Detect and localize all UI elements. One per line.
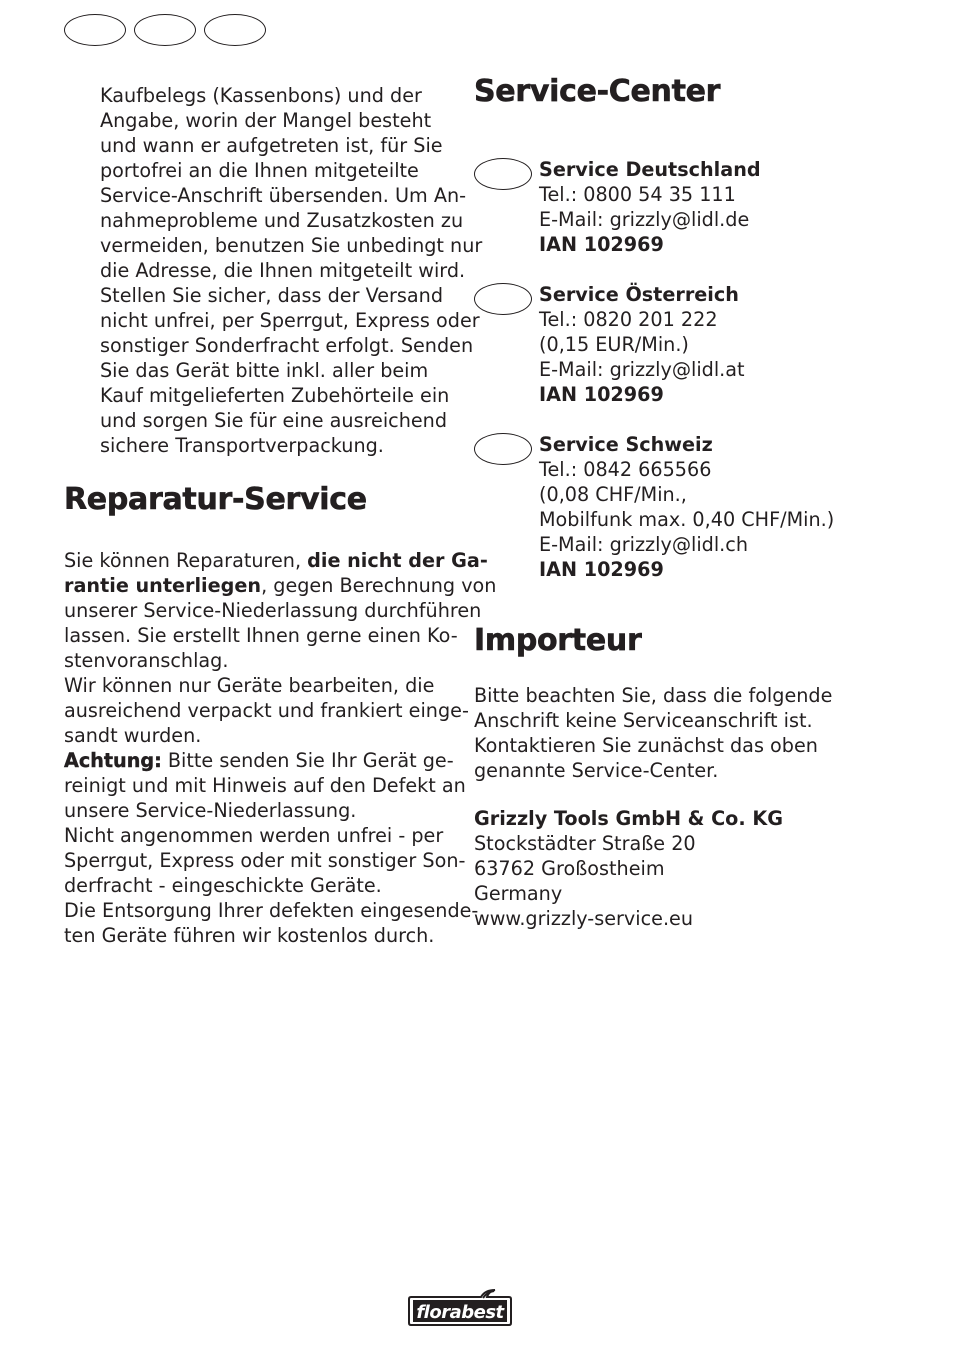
text-line: [64, 748, 456, 773]
text-line: Kaufbelegs (Kassenbons) und der: [100, 84, 422, 107]
text-run: Bitte senden Sie Ihr Gerät ge-: [161, 749, 454, 772]
address-line: Germany: [474, 882, 563, 905]
importeur-heading: Importeur: [474, 623, 642, 658]
service-ian: IAN 102969: [539, 383, 664, 406]
bold-text-run: die nicht der Ga-: [307, 549, 488, 572]
text-line: derfracht - eingeschickte Geräte.: [64, 874, 382, 897]
website-link: www.grizzly-service.eu: [474, 907, 694, 930]
text-line: die Adresse, die Ihnen mitgeteilt wird.: [100, 259, 466, 282]
text-line: sichere Transportverpackung.: [100, 434, 384, 457]
language-oval: [134, 14, 196, 46]
service-name: Service Deutschland: [539, 158, 761, 181]
service-cost: Mobilfunk max. 0,40 CHF/Min.): [539, 508, 835, 531]
text-line: nicht unfrei, per Sperrgut, Express oder: [100, 309, 480, 332]
text-line: unsere Service-Niederlassung.: [64, 799, 357, 822]
text-line: portofrei an die Ihnen mitgeteilte: [100, 159, 419, 182]
service-germany-details: [539, 157, 761, 257]
service-name: Service Schweiz: [539, 433, 713, 456]
text-line: [64, 573, 497, 598]
service-ian: IAN 102969: [539, 558, 664, 581]
text-line: Kauf mitgelieferten Zubehörteile ein: [100, 384, 450, 407]
country-oval: [474, 433, 532, 465]
right-column: [474, 72, 944, 972]
text-line: nahmeprobleme und Zusatzkosten zu: [100, 209, 464, 232]
text-line: Service-Anschrift übersenden. Um An-: [100, 184, 467, 207]
service-austria-details: [539, 282, 745, 407]
text-line: unserer Service-Niederlassung durchführen: [64, 599, 482, 622]
text-line: Bitte beachten Sie, dass die folgende: [474, 684, 833, 707]
service-name: Service Österreich: [539, 283, 739, 306]
service-email: E-Mail: grizzly@lidl.at: [539, 358, 745, 381]
service-phone: Tel.: 0800 54 35 111: [539, 183, 736, 206]
text-run: , gegen Berechnung von: [261, 574, 497, 597]
text-line: und wann er aufgetreten ist, für Sie: [100, 134, 443, 157]
language-ovals: [64, 14, 266, 46]
company-name: Grizzly Tools GmbH & Co. KG: [474, 807, 783, 830]
importeur-section: [474, 621, 832, 931]
language-oval: [64, 14, 126, 46]
florabest-logo: [405, 1289, 515, 1327]
service-switzerland-details: [539, 432, 834, 582]
text-line: lassen. Sie erstellt Ihnen gerne einen Ko-: [64, 624, 458, 647]
text-line: reinigt und mit Hinweis auf den Defekt an: [64, 774, 466, 797]
language-oval: [204, 14, 266, 46]
text-line: Die Entsorgung Ihrer defekten eingesende-: [64, 899, 479, 922]
service-email: E-Mail: grizzly@lidl.ch: [539, 533, 748, 556]
text-line: sandt wurden.: [64, 724, 202, 747]
text-line: Anschrift keine Serviceanschrift ist.: [474, 709, 813, 732]
service-center-heading: Service-Center: [474, 74, 721, 109]
text-line: stenvoranschlag.: [64, 649, 229, 672]
reparatur-service-body: [64, 548, 497, 948]
service-phone: Tel.: 0842 665566: [539, 458, 712, 481]
logo-text: florabest: [416, 1302, 504, 1323]
service-cost: (0,08 CHF/Min.,: [539, 483, 687, 506]
service-email: E-Mail: grizzly@lidl.de: [539, 208, 750, 231]
text-line: sonstiger Sonderfracht erfolgt. Senden: [100, 334, 474, 357]
bold-text-run: rantie unterliegen: [64, 574, 262, 597]
service-cost: (0,15 EUR/Min.): [539, 333, 689, 356]
text-line: ausreichend verpackt und frankiert einge-: [64, 699, 469, 722]
text-line: und sorgen Sie für eine ausreichend: [100, 409, 448, 432]
service-phone: Tel.: 0820 201 222: [539, 308, 718, 331]
address-line: Stockstädter Straße 20: [474, 832, 696, 855]
warranty-continuation: [64, 83, 483, 458]
reparatur-service-heading: Reparatur-Service: [64, 482, 367, 517]
achtung-label: Achtung:: [64, 749, 162, 772]
address-line: 63762 Großostheim: [474, 857, 665, 880]
importeur-address: [474, 806, 832, 931]
country-oval: [474, 283, 532, 315]
text-line: ten Geräte führen wir kostenlos durch.: [64, 924, 435, 947]
text-line: Kontaktieren Sie zunächst das oben: [474, 734, 818, 757]
country-oval: [474, 158, 532, 190]
service-ian: IAN 102969: [539, 233, 664, 256]
text-line: [64, 548, 488, 573]
importeur-note: [474, 683, 832, 783]
text-line: Sperrgut, Express oder mit sonstiger Son-: [64, 849, 466, 872]
text-line: vermeiden, benutzen Sie unbedingt nur: [100, 234, 483, 257]
text-line: genannte Service-Center.: [474, 759, 719, 782]
text-line: Stellen Sie sicher, dass der Versand: [100, 284, 444, 307]
text-line: Angabe, worin der Mangel besteht: [100, 109, 432, 132]
text-run: Sie können Reparaturen,: [64, 549, 308, 572]
left-column: [64, 83, 497, 948]
text-line: Wir können nur Geräte bearbeiten, die: [64, 674, 435, 697]
text-line: Nicht angenommen werden unfrei - per: [64, 824, 444, 847]
text-line: Sie das Gerät bitte inkl. aller beim: [100, 359, 429, 382]
